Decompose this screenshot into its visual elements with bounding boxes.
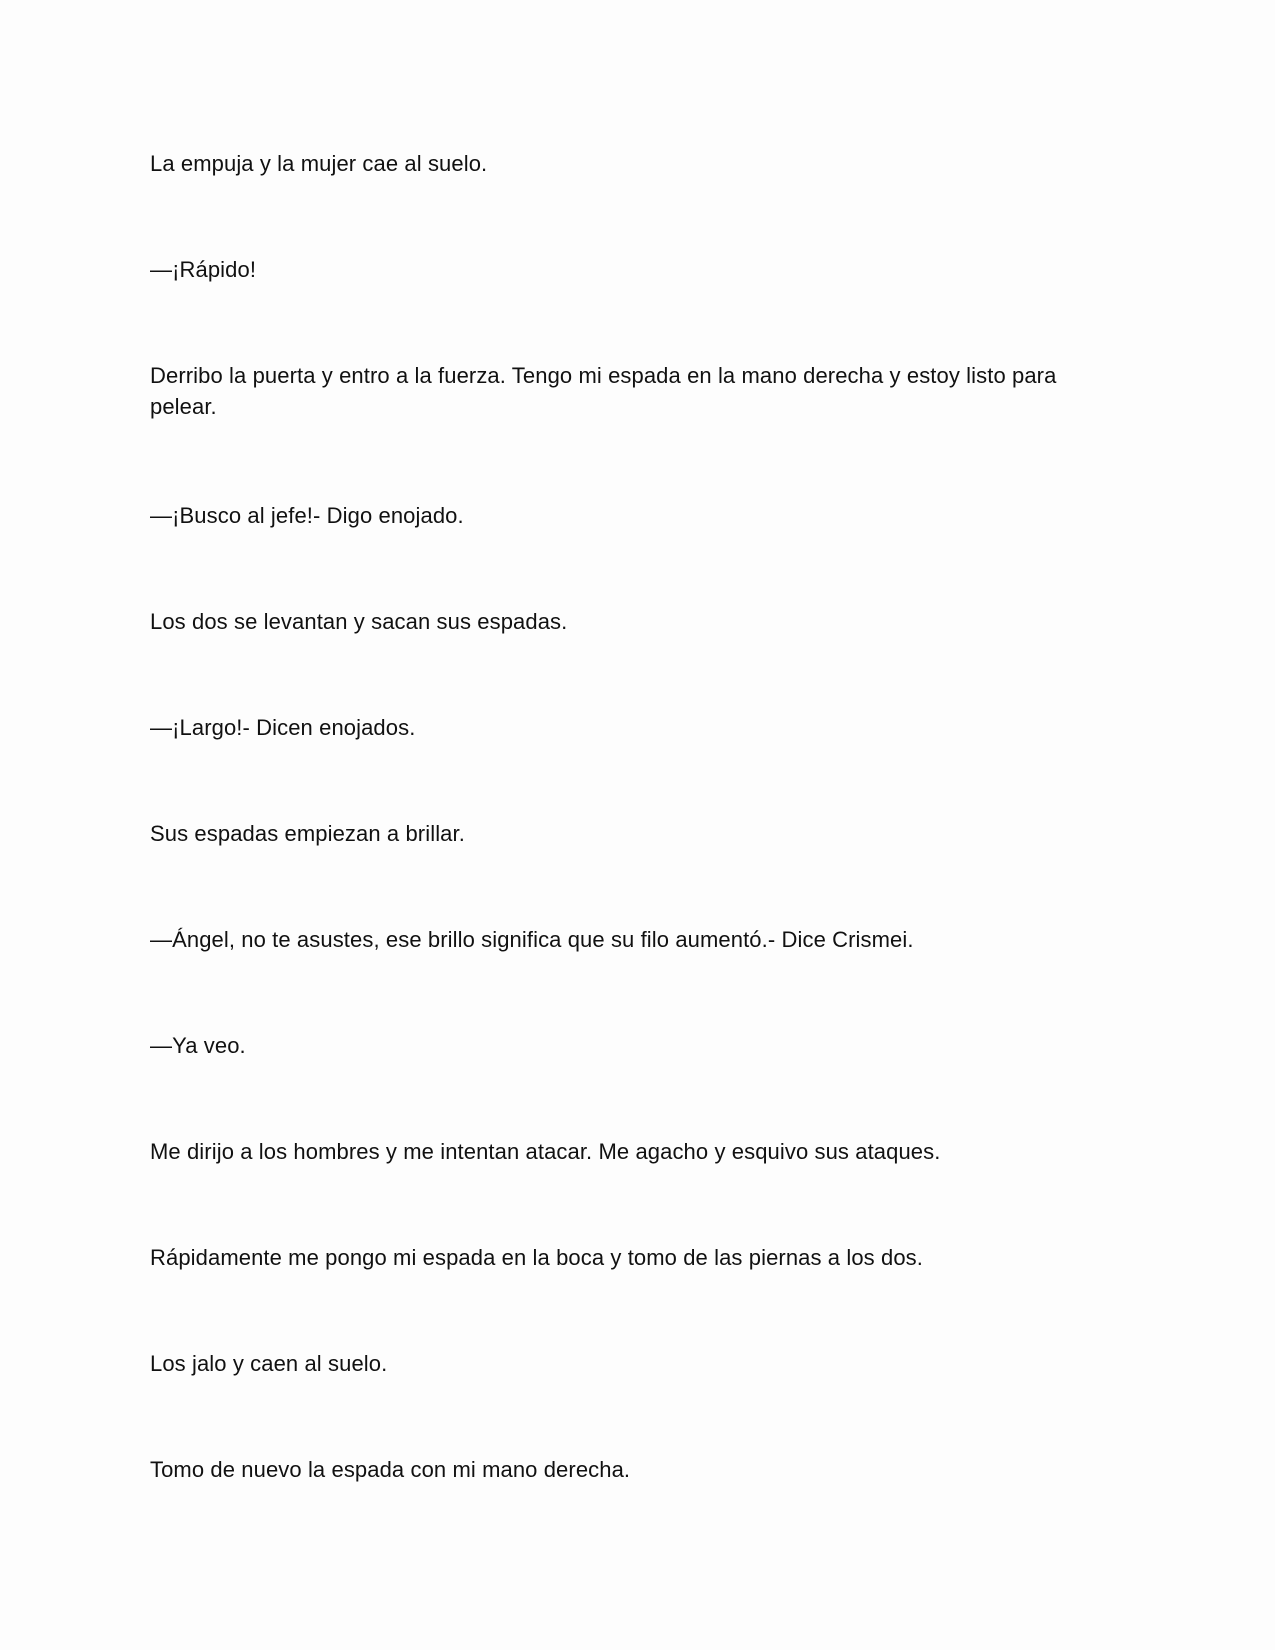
paragraph: —Ya veo. bbox=[150, 1033, 246, 1058]
paragraph: —¡Largo!- Dicen enojados. bbox=[150, 715, 416, 740]
paragraph: Derribo la puerta y entro a la fuerza. Tengo mi espada en la mano derecha y estoy listo para pelear. bbox=[150, 363, 1057, 419]
paragraph: Los dos se levantan y sacan sus espadas. bbox=[150, 609, 568, 634]
paragraph: La empuja y la mujer cae al suelo. bbox=[150, 151, 488, 176]
paragraph: —¡Busco al jefe!- Digo enojado. bbox=[150, 503, 464, 528]
paragraph: Tomo de nuevo la espada con mi mano derecha. bbox=[150, 1457, 631, 1482]
paragraph: Sus espadas empiezan a brillar. bbox=[150, 821, 465, 846]
paragraph: Rápidamente me pongo mi espada en la boca y tomo de las piernas a los dos. bbox=[150, 1245, 923, 1270]
paragraph: —Ángel, no te asustes, ese brillo significa que su filo aumentó.- Dice Crismei. bbox=[150, 927, 914, 952]
paragraph: Los jalo y caen al suelo. bbox=[150, 1351, 388, 1376]
paragraph: Me dirijo a los hombres y me intentan atacar. Me agacho y esquivo sus ataques. bbox=[150, 1139, 941, 1164]
paragraph: —¡Rápido! bbox=[150, 257, 257, 282]
